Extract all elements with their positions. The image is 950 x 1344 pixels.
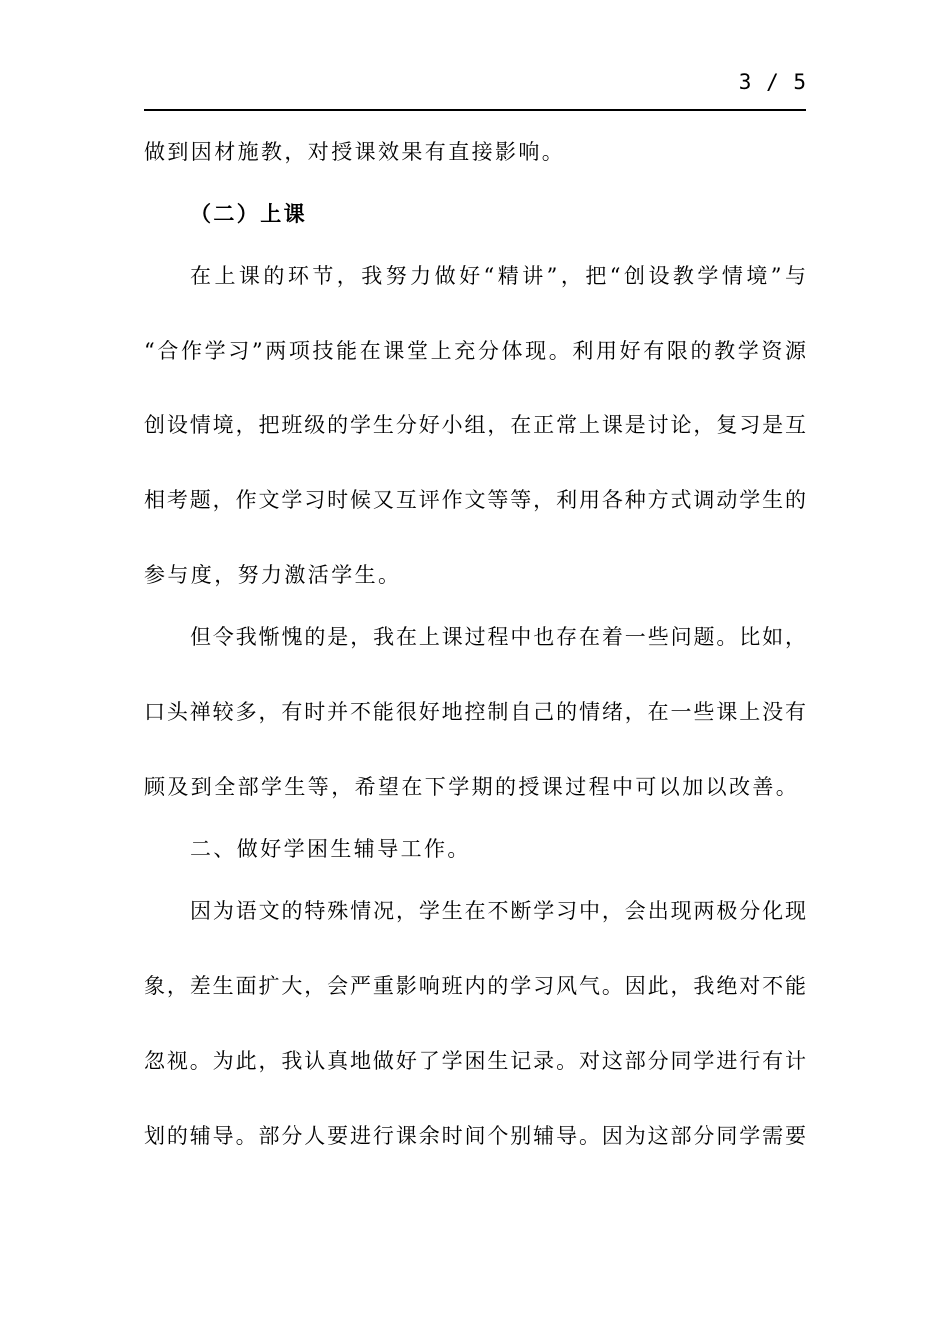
text-line: 在上课的环节，我努力做好“精讲”，把“创设教学情境”与: [190, 264, 806, 288]
text-line: 创设情境，把班级的学生分好小组，在正常上课是讨论，复习是互: [144, 413, 806, 437]
text-line: 象，差生面扩大，会严重影响班内的学习风气。因此，我绝对不能: [144, 974, 806, 998]
text-line: 顾及到全部学生等，希望在下学期的授课过程中可以加以改善。: [144, 775, 800, 799]
text-line: 忽视。为此，我认真地做好了学困生记录。对这部分同学进行有计: [144, 1049, 806, 1073]
text-line: 口头禅较多，有时并不能很好地控制自己的情绪，在一些课上没有: [144, 700, 806, 724]
text-line: 但令我惭愧的是，我在上课过程中也存在着一些问题。比如，: [190, 625, 806, 649]
section-heading: （二）上课: [190, 201, 307, 226]
text-line: 划的辅导。部分人要进行课余时间个别辅导。因为这部分同学需要: [144, 1124, 806, 1148]
header-rule: [144, 109, 806, 111]
text-line: 因为语文的特殊情况，学生在不断学习中，会出现两极分化现: [190, 899, 806, 923]
text-line: 参与度，努力激活学生。: [144, 563, 402, 587]
text-line: 做到因材施教，对授课效果有直接影响。: [144, 140, 566, 164]
text-line: 相考题，作文学习时候又互评作文等等，利用各种方式调动学生的: [144, 488, 806, 512]
section-heading: 二、做好学困生辅导工作。: [190, 837, 471, 861]
text-line: “合作学习”两项技能在课堂上充分体现。利用好有限的教学资源: [144, 339, 806, 363]
page-number: 3 / 5: [738, 70, 807, 94]
